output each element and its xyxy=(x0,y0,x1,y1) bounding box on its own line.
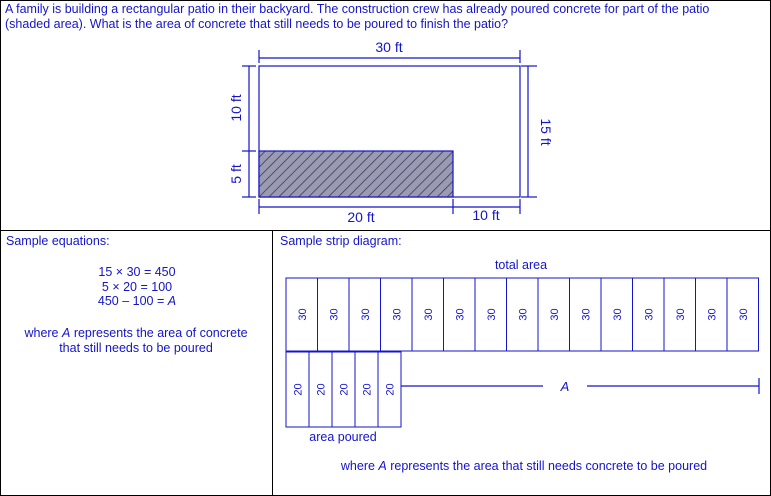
remaining-area-variable: A xyxy=(560,379,570,394)
equations-heading: Sample equations: xyxy=(6,234,110,248)
area-poured-segment-label: 20 xyxy=(384,383,397,396)
poured-width-label: 20 ft xyxy=(347,209,375,225)
strip-note xyxy=(340,459,707,473)
area-poured-segment-label: 20 xyxy=(361,383,374,396)
remaining-area-bracket xyxy=(401,378,759,394)
area-poured-strip xyxy=(286,352,401,427)
equation-3-prefix: 450 – 100 = xyxy=(97,294,168,308)
equation-1: 15 × 30 = 450 xyxy=(98,265,176,279)
total-area-segment-label: 30 xyxy=(548,308,561,321)
total-area-segment-label: 30 xyxy=(580,308,593,321)
strip-note-pre: where xyxy=(340,459,379,473)
equations-note-post: represents the area of concrete xyxy=(70,326,248,340)
total-area-segment-label: 30 xyxy=(643,308,656,321)
total-area-segment-label: 30 xyxy=(359,308,372,321)
equation-2: 5 × 20 = 100 xyxy=(101,280,173,294)
height-label: 15 ft xyxy=(538,118,554,146)
equations-note-pre: where xyxy=(24,326,62,340)
total-area-segment-label: 30 xyxy=(737,308,750,321)
outer-frame xyxy=(1,1,771,496)
total-area-segment-label: 30 xyxy=(422,308,435,321)
total-area-segment-label: 30 xyxy=(454,308,467,321)
remaining-width-label: 10 ft xyxy=(472,207,500,223)
lower-height-label: 5 ft xyxy=(228,164,244,184)
width-label: 30 ft xyxy=(375,39,403,55)
strip-heading: Sample strip diagram: xyxy=(280,234,402,248)
patio-figure xyxy=(242,50,537,214)
problem-text-line1: A family is building a rectangular patio in their backyard. The construction crew has already poured concrete for part of the patio xyxy=(5,2,710,16)
total-area-segment-label: 30 xyxy=(611,308,624,321)
equations-note-variable: A xyxy=(62,326,71,340)
total-area-strip xyxy=(286,278,759,351)
total-area-segment-label: 30 xyxy=(674,308,687,321)
strip-note-post: represents the area that still needs concrete to be poured xyxy=(386,459,708,473)
total-area-segment-label: 30 xyxy=(296,308,309,321)
equations-note-line2: that still needs to be poured xyxy=(59,341,213,355)
total-area-segment-label: 30 xyxy=(517,308,530,321)
equations-note-line1 xyxy=(23,326,247,340)
area-poured-segment-label: 20 xyxy=(292,383,305,396)
total-area-segment-label: 30 xyxy=(391,308,404,321)
total-area-label: total area xyxy=(494,258,548,272)
upper-height-label: 10 ft xyxy=(228,94,244,122)
problem-text-line2: (shaded area). What is the area of concrete that still needs to be poured to finish the patio? xyxy=(5,17,509,31)
strip-note-variable: A xyxy=(378,459,387,473)
area-poured-segment-label: 20 xyxy=(315,383,328,396)
total-area-segment-label: 30 xyxy=(706,308,719,321)
equation-3-variable: A xyxy=(167,294,177,308)
total-area-segment-label: 30 xyxy=(485,308,498,321)
total-area-segment-label: 30 xyxy=(328,308,341,321)
equation-3 xyxy=(98,294,176,308)
area-poured-segment-label: 20 xyxy=(338,383,351,396)
area-poured-label: area poured xyxy=(309,430,377,444)
poured-area xyxy=(259,151,453,197)
